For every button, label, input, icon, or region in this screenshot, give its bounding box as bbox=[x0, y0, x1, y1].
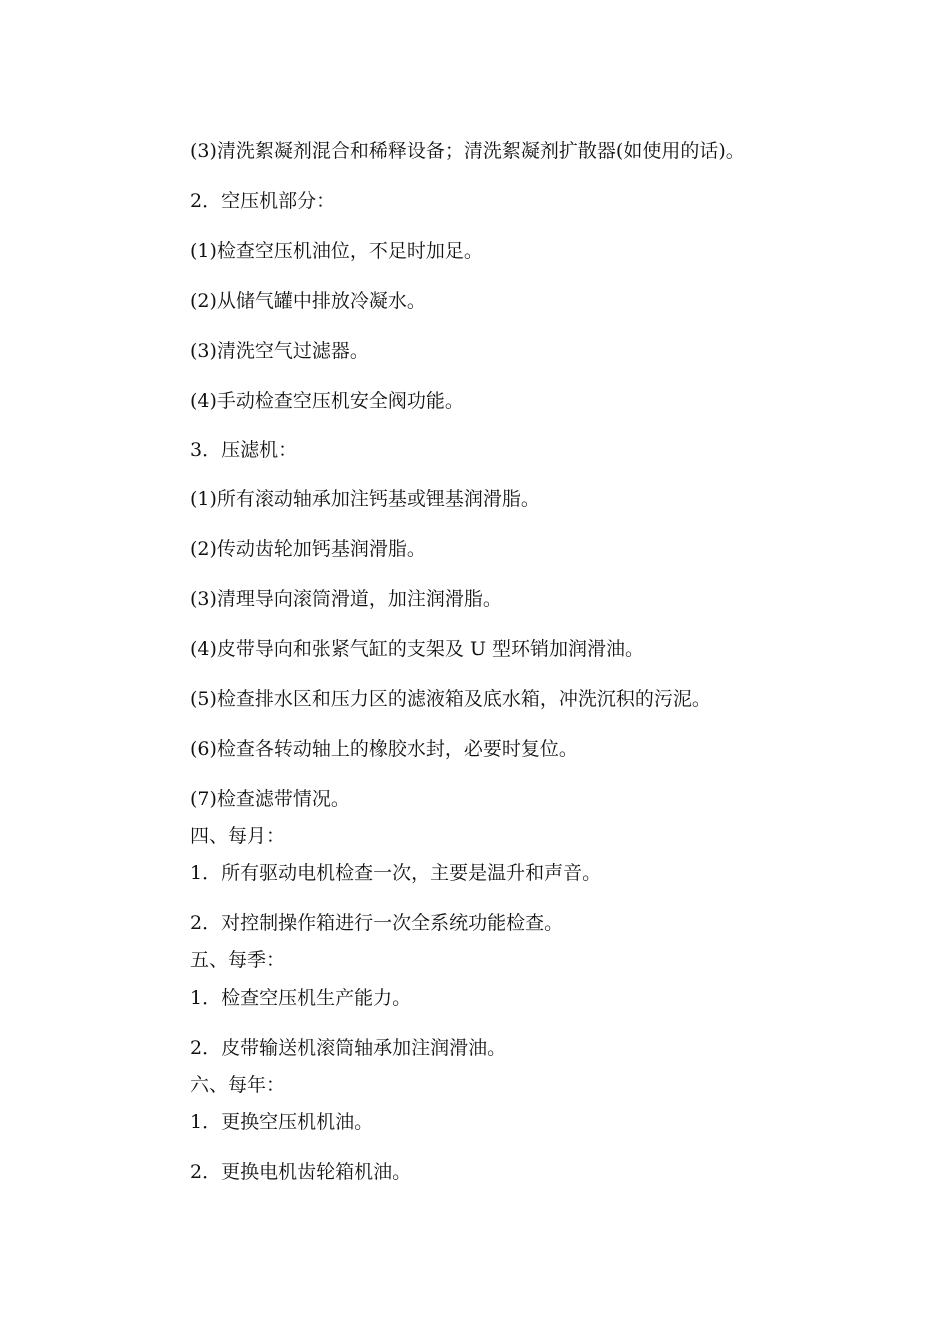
text-line: (6)检查各转动轴上的橡胶水封，必要时复位。 bbox=[190, 738, 578, 760]
text-line: 2．对控制操作箱进行一次全系统功能检查。 bbox=[190, 912, 564, 934]
text-line: 2．更换电机齿轮箱机油。 bbox=[190, 1161, 412, 1183]
text-line: (1)检查空压机油位，不足时加足。 bbox=[190, 240, 483, 262]
section-heading: 五、每季： bbox=[190, 949, 286, 971]
section-heading: 3．压滤机： bbox=[190, 439, 298, 461]
text-line: (1)所有滚动轴承加注钙基或锂基润滑脂。 bbox=[190, 488, 540, 510]
text-line: (4)皮带导向和张紧气缸的支架及 U 型环销加润滑油。 bbox=[190, 638, 645, 660]
text-line: (2)传动齿轮加钙基润滑脂。 bbox=[190, 538, 426, 560]
text-line: 1．检查空压机生产能力。 bbox=[190, 987, 412, 1009]
text-line: (3)清洗絮凝剂混合和稀释设备；清洗絮凝剂扩散器(如使用的话)。 bbox=[190, 140, 745, 162]
text-line: (2)从储气罐中排放冷凝水。 bbox=[190, 290, 426, 312]
text-line: (3)清洗空气过滤器。 bbox=[190, 340, 369, 362]
text-line: (7)检查滤带情况。 bbox=[190, 788, 350, 810]
text-line: (3)清理导向滚筒滑道，加注润滑脂。 bbox=[190, 588, 502, 610]
text-line: (4)手动检查空压机安全阀功能。 bbox=[190, 390, 464, 412]
text-line: 1．所有驱动电机检查一次，主要是温升和声音。 bbox=[190, 862, 602, 884]
text-line: 2．皮带输送机滚筒轴承加注润滑油。 bbox=[190, 1037, 507, 1059]
text-line: 1．更换空压机机油。 bbox=[190, 1111, 374, 1133]
section-heading: 四、每月： bbox=[190, 825, 286, 847]
text-line: (5)检查排水区和压力区的滤液箱及底水箱，冲洗沉积的污泥。 bbox=[190, 688, 711, 710]
section-heading: 六、每年： bbox=[190, 1074, 286, 1096]
section-heading: 2．空压机部分： bbox=[190, 190, 336, 212]
